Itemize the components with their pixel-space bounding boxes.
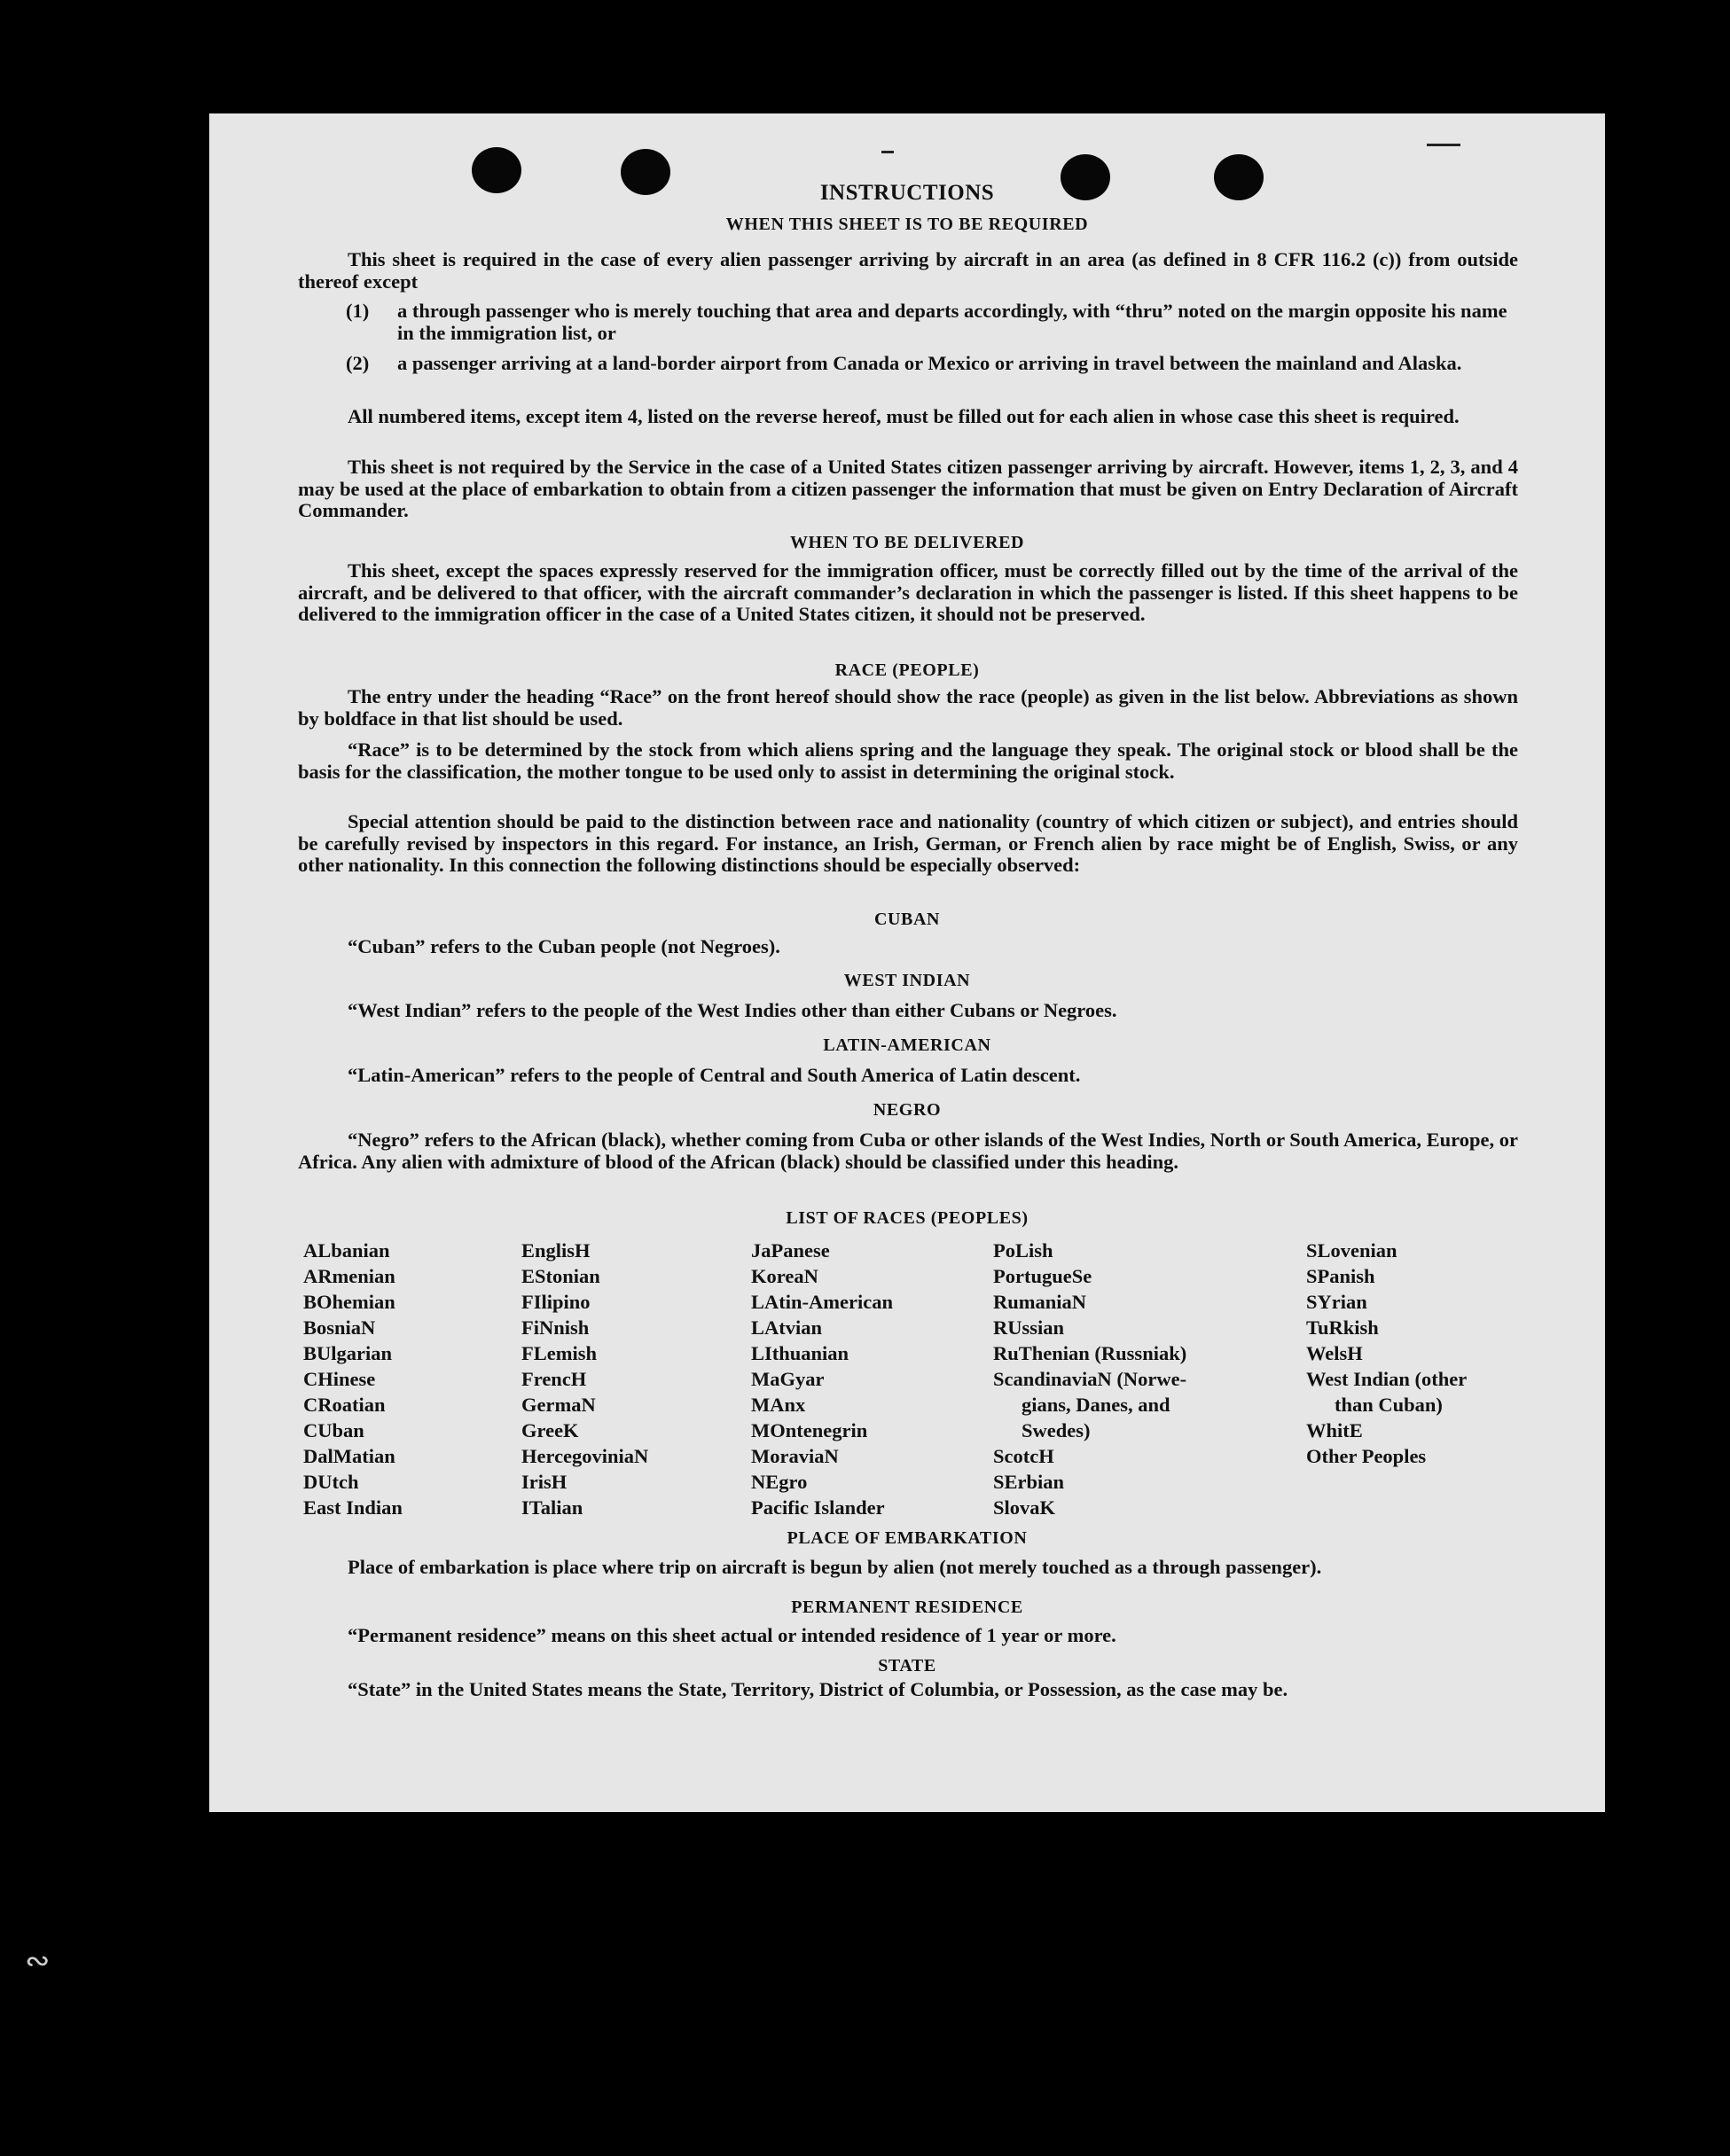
negro-paragraph: “Negro” refers to the African (black), whether coming from Cuba or other islands of the West Indies, North or South America, Europe, or Africa. Any alien with admixture of blood of the African (black) should be classified under this heading.	[298, 1129, 1518, 1173]
exception-item-1	[346, 300, 1518, 344]
delivered-paragraph: This sheet, except the spaces expressly reserved for the immigration officer, must be correctly filled out by the time of the arrival of the aircraft, and be delivered to that officer, with the aircraft commander’s declaration in which the passenger is listed. If this sheet happens to be delivered to the immigration officer in the case of a United States citizen, it should not be preserved.	[298, 559, 1518, 625]
page-mark	[881, 151, 894, 153]
west-indian-paragraph: “West Indian” refers to the people of the West Indies other than either Cubans or Negroes.	[348, 999, 1117, 1021]
race-entry: BOhemian	[303, 1291, 395, 1313]
race-entry: CHinese	[303, 1368, 376, 1390]
race-entry: BUlgarian	[303, 1342, 393, 1364]
race-entry: JaPanese	[751, 1239, 830, 1262]
race-entry: LIthuanian	[751, 1342, 849, 1364]
race-entry: BosniaN	[303, 1316, 376, 1339]
state-paragraph: “State” in the United States means the State, Territory, District of Columbia, or Possession, as the case may be.	[348, 1678, 1288, 1700]
race-entry: RuThenian (Russniak)	[993, 1342, 1187, 1364]
race-entry: PortugueSe	[993, 1265, 1092, 1287]
races-column-1	[303, 1238, 403, 1520]
race-entry: GreeK	[521, 1419, 579, 1441]
race-entry: Other Peoples	[1306, 1445, 1427, 1467]
race-entry-paragraph: The entry under the heading “Race” on the front hereof should show the race (people) as given in the list below. Abbreviations as shown by boldface in that list should be used.	[298, 685, 1518, 730]
race-entry: FrencH	[521, 1368, 587, 1390]
latin-american-heading: LATIN-AMERICAN	[823, 1035, 991, 1055]
race-entry: EnglisH	[521, 1239, 591, 1262]
permanent-residence-heading: PERMANENT RESIDENCE	[791, 1597, 1023, 1617]
races-column-2	[521, 1238, 648, 1520]
exception-item-text: a passenger arriving at a land-border airport from Canada or Mexico or arriving in travel between the mainland and Alaska.	[397, 352, 1462, 374]
race-entry-continuation: than Cuban)	[1335, 1394, 1443, 1416]
race-entry: HercegoviniaN	[521, 1445, 649, 1467]
race-entry: PoLish	[993, 1239, 1053, 1262]
race-entry: SPanish	[1306, 1265, 1375, 1287]
race-entry: SlovaK	[993, 1496, 1056, 1519]
instructions-heading: INSTRUCTIONS	[819, 181, 995, 205]
exception-item-number: (2)	[346, 352, 370, 374]
race-entry: WhitE	[1306, 1419, 1363, 1441]
race-entry: KoreaN	[751, 1265, 818, 1287]
state-heading: STATE	[878, 1656, 936, 1676]
required-intro-paragraph: This sheet is required in the case of every alien passenger arriving by aircraft in an area (as defined in 8 CFR 116.2 (c)) from outside thereof except	[298, 248, 1518, 293]
race-entry: LAtin-American	[751, 1291, 893, 1313]
when-delivered-heading: WHEN TO BE DELIVERED	[789, 533, 1025, 552]
race-entry: ITalian	[521, 1496, 583, 1519]
exception-item-number: (1)	[346, 300, 370, 322]
race-entry: FIlipino	[521, 1291, 591, 1313]
race-entry: DalMatian	[303, 1445, 395, 1467]
race-entry: RumaniaN	[993, 1291, 1087, 1313]
race-entry: WelsH	[1306, 1342, 1363, 1364]
not-required-paragraph: This sheet is not required by the Service in the case of a United States citizen passenger arriving by aircraft. However, items 1, 2, 3, and 4 may be used at the place of embarkation to obtain from a citizen passenger the information that must be given on Entry Declaration of Aircraft Commander.	[298, 456, 1518, 521]
place-of-embarkation-paragraph: Place of embarkation is place where trip on aircraft is begun by alien (not merely touched as a through passenger).	[348, 1556, 1322, 1578]
race-entry: West Indian (other	[1306, 1368, 1468, 1390]
race-entry: DUtch	[303, 1471, 359, 1493]
when-required-heading: WHEN THIS SHEET IS TO BE REQUIRED	[725, 215, 1089, 234]
race-entry: MaGyar	[751, 1368, 825, 1390]
west-indian-heading: WEST INDIAN	[843, 971, 971, 990]
exception-item-text: a through passenger who is merely touching that area and departs accordingly, with “thru” noted on the margin opposite his name in the immigration list, or	[397, 300, 1507, 344]
list-of-races-heading: LIST OF RACES (PEOPLES)	[786, 1208, 1029, 1228]
race-entry: NEgro	[751, 1471, 808, 1493]
race-entry: MoraviaN	[751, 1445, 839, 1467]
race-entry: ScandinaviaN (Norwe-	[993, 1368, 1187, 1390]
race-entry: CRoatian	[303, 1394, 386, 1416]
race-entry: EStonian	[521, 1265, 600, 1287]
races-column-3	[751, 1238, 893, 1520]
race-entry-continuation: gians, Danes, and	[1022, 1394, 1170, 1416]
race-entry: SYrian	[1306, 1291, 1367, 1313]
cuban-heading: CUBAN	[873, 910, 941, 929]
race-entry: SLovenian	[1306, 1239, 1397, 1262]
margin-pencil-mark: ∾	[25, 1943, 51, 1979]
race-heading: RACE (PEOPLE)	[834, 660, 980, 680]
special-attention-paragraph: Special attention should be paid to the distinction between race and nationality (country of which citizen or subject), and entries should be carefully revised by inspectors in this regard. For instance, an Irish, German, or French alien by race might be of English, Swiss, or any other nationality. In this connection the following distinctions should be especially observed:	[298, 810, 1518, 876]
race-entry-continuation: Swedes)	[1022, 1419, 1091, 1441]
race-entry: FLemish	[521, 1342, 598, 1364]
race-entry: RUssian	[993, 1316, 1065, 1339]
document-sheet	[209, 113, 1605, 1812]
race-entry: TuRkish	[1306, 1316, 1379, 1339]
race-entry: East Indian	[303, 1496, 403, 1519]
numbered-items-paragraph: All numbered items, except item 4, listed on the reverse hereof, must be filled out for each alien in whose case this sheet is required.	[348, 405, 1460, 427]
race-entry: GermaN	[521, 1394, 596, 1416]
race-entry: SErbian	[993, 1471, 1065, 1493]
permanent-residence-paragraph: “Permanent residence” means on this sheet actual or intended residence of 1 year or more.	[348, 1624, 1116, 1646]
race-entry: LAtvian	[751, 1316, 823, 1339]
race-entry: ALbanian	[303, 1239, 390, 1262]
page-mark	[1427, 144, 1460, 146]
race-determined-paragraph: “Race” is to be determined by the stock from which aliens spring and the language they speak. The original stock or blood shall be the basis for the classification, the mother tongue to be used only to assist in determining the original stock.	[298, 738, 1518, 783]
negro-heading: NEGRO	[873, 1100, 942, 1120]
latin-american-paragraph: “Latin-American” refers to the people of Central and South America of Latin descent.	[348, 1064, 1081, 1086]
race-entry: MAnx	[751, 1394, 806, 1416]
races-column-4	[993, 1238, 1186, 1520]
cuban-paragraph: “Cuban” refers to the Cuban people (not Negroes).	[348, 935, 780, 957]
place-of-embarkation-heading: PLACE OF EMBARKATION	[787, 1528, 1028, 1548]
race-entry: FiNnish	[521, 1316, 590, 1339]
race-entry: MOntenegrin	[751, 1419, 868, 1441]
race-entry: ARmenian	[303, 1265, 395, 1287]
race-entry: CUban	[303, 1419, 364, 1441]
exception-item-2	[346, 352, 1518, 375]
race-entry: ScotcH	[993, 1445, 1054, 1467]
races-column-5	[1306, 1238, 1467, 1469]
race-entry: IrisH	[521, 1471, 568, 1493]
race-entry: Pacific Islander	[751, 1496, 885, 1519]
